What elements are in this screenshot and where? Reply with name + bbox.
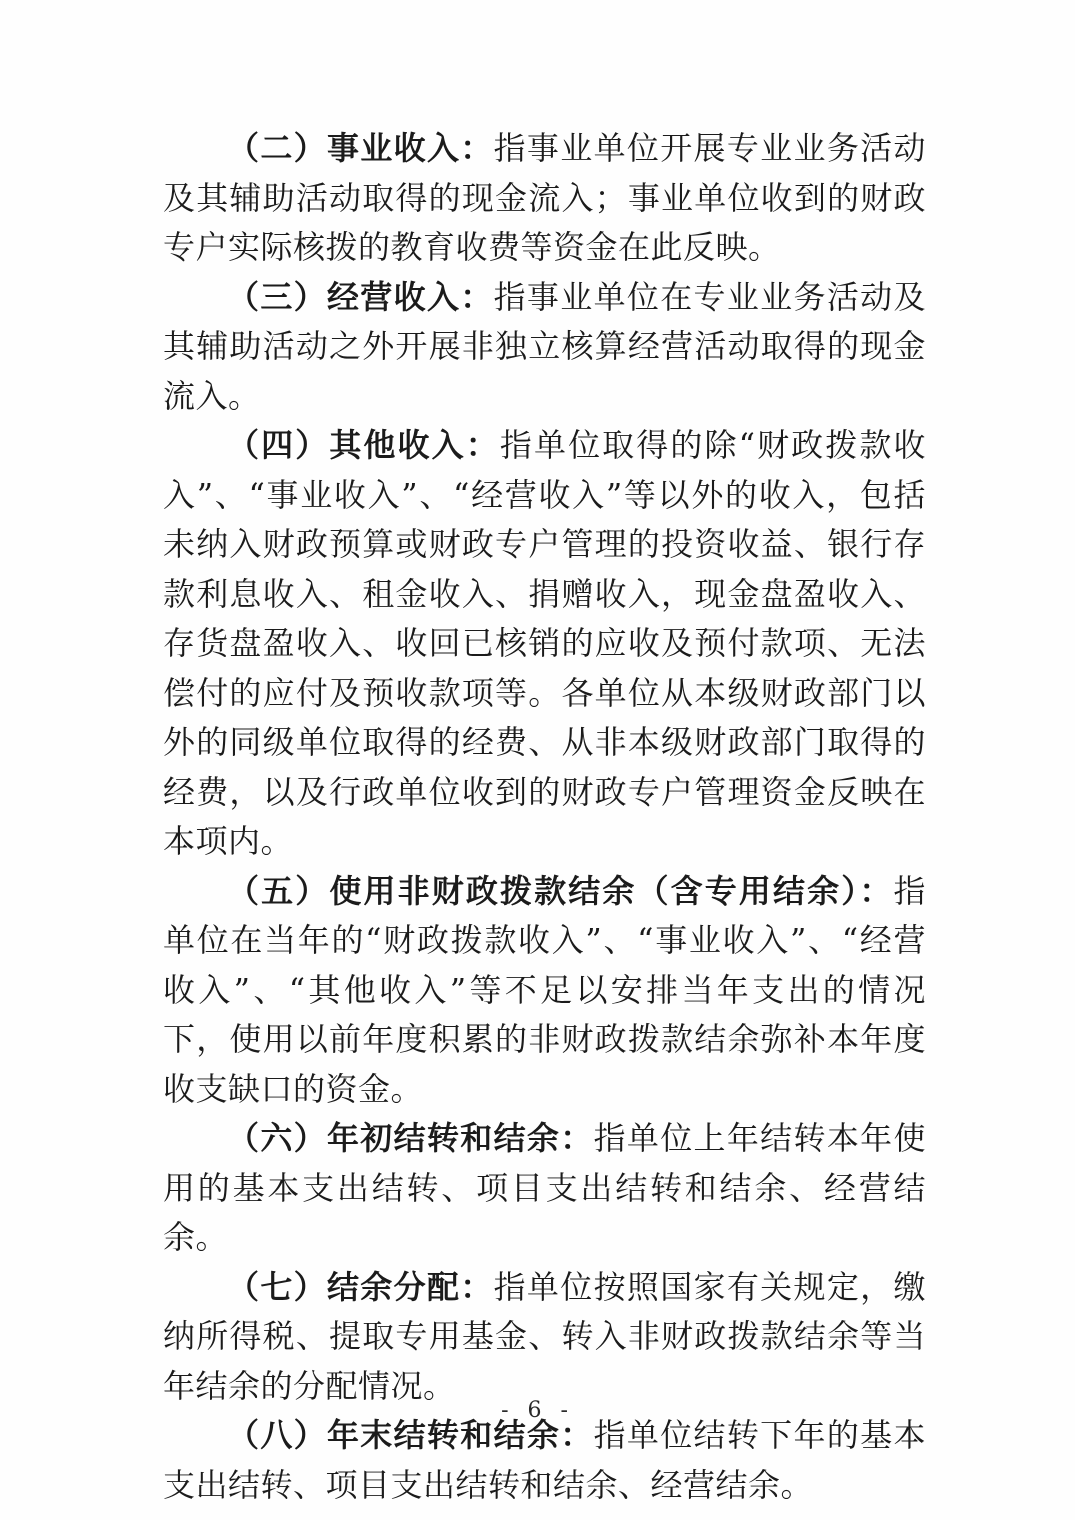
paragraph-body: 指事业单位在专业业务活动及其辅助活动之外开展非独立核算经营活动取得的现金流入。 (163, 277, 926, 415)
paragraph-body: 指事业单位开展专业业务活动及其辅助活动取得的现金流入；事业单位收到的财政专户实际核拨的教育收费等资金在此反映。 (163, 129, 926, 266)
paragraph-body: 指单位上年结转本年使用的基本支出结转、项目支出结转和结余、经营结余。 (163, 1119, 926, 1256)
paragraph-heading: （三）经营收入： (227, 277, 494, 316)
paragraph-heading: （八）年末结转和结余： (227, 1416, 594, 1454)
paragraph-body: 指单位按照国家有关规定，缴纳所得税、提取专用基金、转入非财政拨款结余等当年结余的分配情况。 (163, 1267, 926, 1405)
paragraph-heading: （二）事业收入： (227, 129, 494, 167)
paragraph-item-5 (163, 867, 926, 1115)
paragraph-heading: （四）其他收入： (227, 426, 500, 464)
page-number: - 6 - (501, 1398, 574, 1423)
paragraph-item-3 (163, 273, 926, 422)
paragraph-body: 指单位在当年的“财政拨款收入”、“事业收入”、“经营收入”、“其他收入”等不足以安排当年支出的情况下，使用以前年度积累的非财政拨款结余弥补本年度收支缺口的资金。 (163, 871, 926, 1108)
paragraph-item-7 (163, 1263, 926, 1412)
paragraph-item-4 (163, 421, 926, 867)
paragraph-heading: （七）结余分配： (227, 1267, 494, 1306)
paragraph-item-6 (163, 1114, 926, 1263)
paragraph-item-2 (163, 124, 926, 273)
paragraph-body: 指单位取得的除“财政拨款收入”、“事业收入”、“经营收入”等以外的收入，包括未纳入财政预算或财政专户管理的投资收益、银行存款利息收入、租金收入、捐赠收入，现金盘盈收入、存货盘盈收入、收回已核销的应收及预付款项、无法偿付的应付及预收款项等。各单位从本级财政部门以外的同级单位取得的经费、从非本级财政部门取得的经费，以及行政单位收到的财政专户管理资金反映在本项内。 (163, 426, 926, 860)
paragraph-body: 指单位结转下年的基本支出结转、项目支出结转和结余、经营结余。 (163, 1416, 926, 1504)
paragraph-heading: （六）年初结转和结余： (227, 1119, 594, 1157)
document-body (163, 124, 926, 1510)
paragraph-item-8 (163, 1411, 926, 1510)
paragraph-heading: （五）使用非财政拨款结余（含专用结余）： (227, 871, 894, 910)
